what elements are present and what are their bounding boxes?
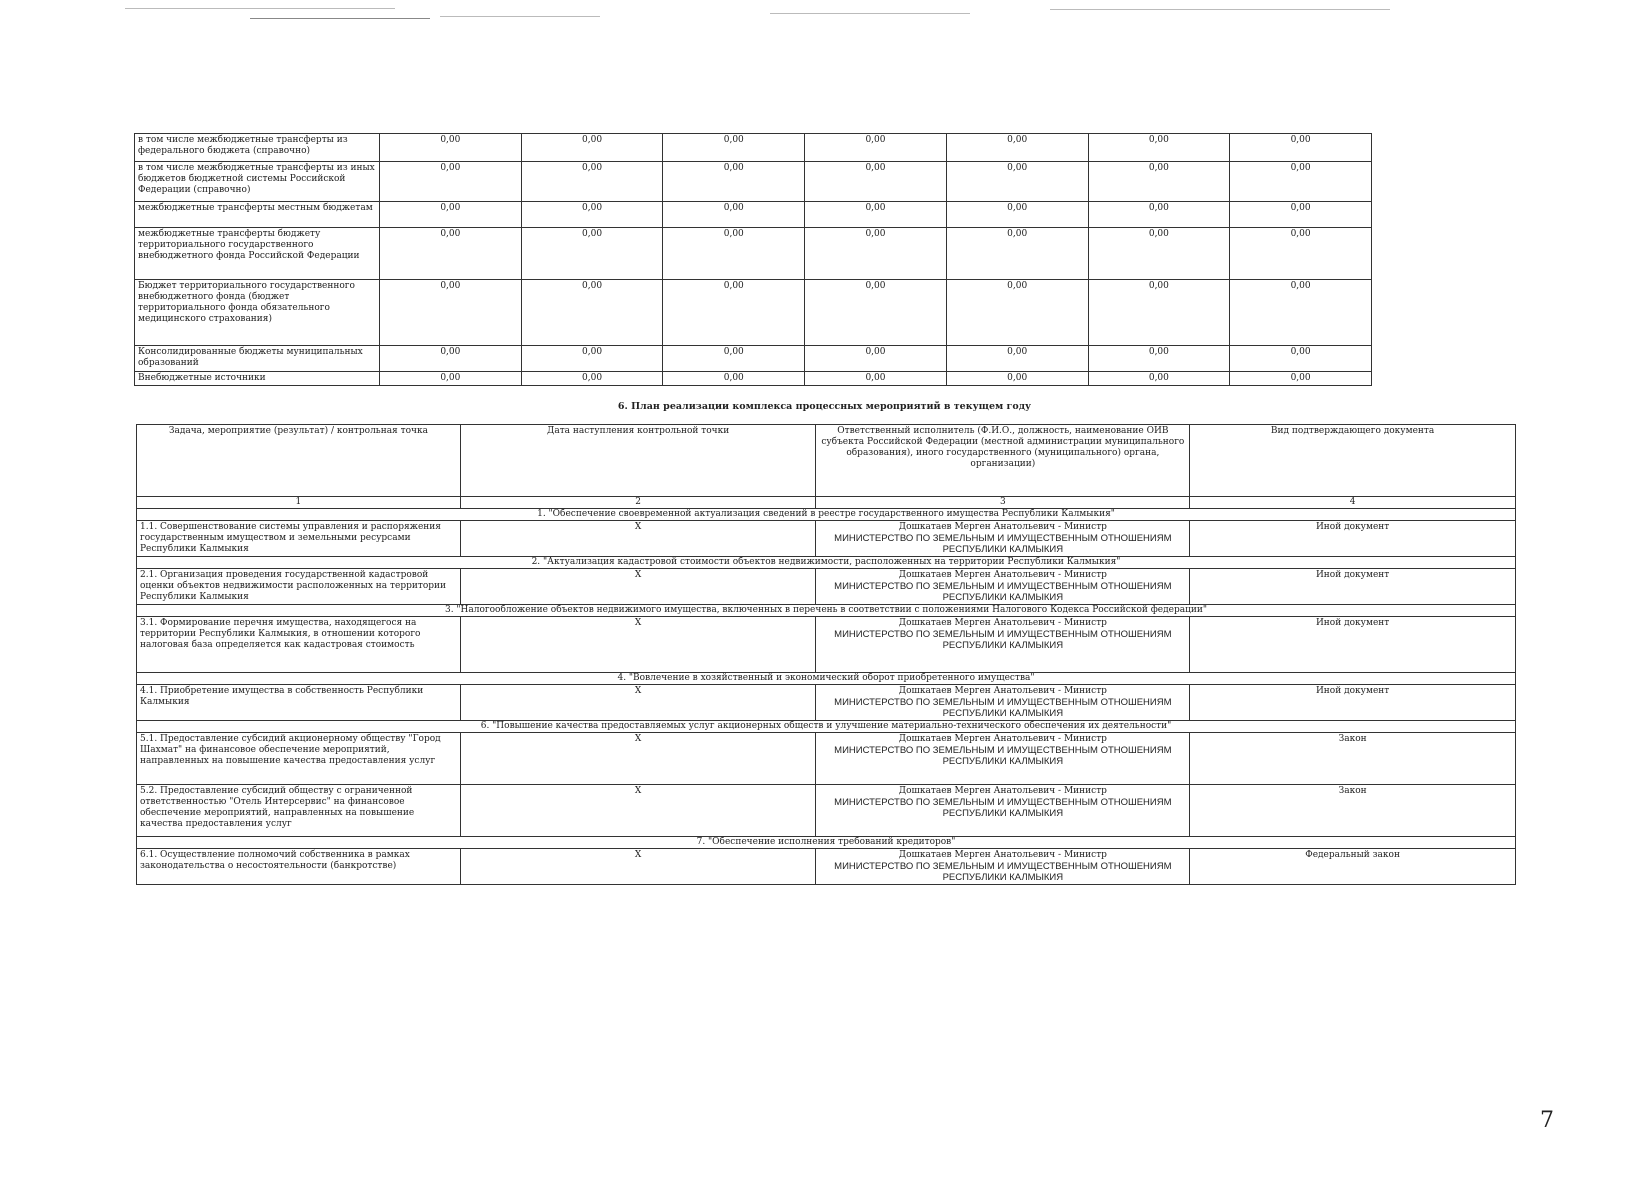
budget-row-label: Консолидированные бюджеты муниципальных образований xyxy=(135,346,380,372)
executor-person: Дошкатаев Мерген Анатольевич - Министр xyxy=(898,570,1107,580)
section-title: 6. План реализации комплекса процессных мероприятий в текущем году xyxy=(617,401,1032,412)
budget-row-label: Внебюджетные источники xyxy=(135,372,380,386)
executor-organization: МИНИСТЕРСТВО ПО ЗЕМЕЛЬНЫМ И ИМУЩЕСТВЕННЫМ ОТНОШЕНИЯМ РЕСПУБЛИКИ КАЛМЫКИЯ xyxy=(834,745,1172,767)
header-date: Дата наступления контрольной точки xyxy=(460,425,816,497)
plan-item-row xyxy=(137,849,1516,885)
plan-executor xyxy=(816,521,1190,557)
budget-row xyxy=(135,280,1372,346)
budget-value: 0,00 xyxy=(1230,346,1372,372)
budget-value: 0,00 xyxy=(521,228,663,280)
plan-executor xyxy=(816,733,1190,785)
budget-value: 0,00 xyxy=(1230,280,1372,346)
plan-date: X xyxy=(460,569,816,605)
plan-date: X xyxy=(460,733,816,785)
budget-row-label: в том числе межбюджетные трансферты из иных бюджетов бюджетной системы Российской Федерации (справочно) xyxy=(135,162,380,202)
budget-value: 0,00 xyxy=(380,134,522,162)
column-number: 2 xyxy=(460,497,816,509)
plan-executor xyxy=(816,685,1190,721)
executor-person: Дошкатаев Мерген Анатольевич - Министр xyxy=(898,522,1107,532)
budget-value: 0,00 xyxy=(1088,280,1230,346)
plan-document-type: Закон xyxy=(1190,785,1516,837)
executor-person: Дошкатаев Мерген Анатольевич - Министр xyxy=(898,618,1107,628)
budget-value: 0,00 xyxy=(805,202,947,228)
plan-executor xyxy=(816,617,1190,673)
stage-title: 4. "Вовлечение в хозяйственный и экономический оборот приобретенного имущества" xyxy=(137,673,1516,685)
stage-title: 3. "Налогообложение объектов недвижимого имущества, включенных в перечень в соответствии с положениями Налогового Кодекса Российской федерации" xyxy=(137,605,1516,617)
plan-date: X xyxy=(460,617,816,673)
budget-value: 0,00 xyxy=(380,346,522,372)
budget-value: 0,00 xyxy=(521,346,663,372)
budget-row-label: межбюджетные трансферты местным бюджетам xyxy=(135,202,380,228)
budget-value: 0,00 xyxy=(380,280,522,346)
plan-task: 5.2. Предоставление субсидий обществу с ограниченной ответственностью "Отель Интерсервис" на финансовое обеспечение мероприятий, направленных на повышение качества предоставления услуг xyxy=(137,785,461,837)
budget-value: 0,00 xyxy=(805,162,947,202)
plan-item-row xyxy=(137,685,1516,721)
executor-person: Дошкатаев Мерген Анатольевич - Министр xyxy=(898,786,1107,796)
header-document: Вид подтверждающего документа xyxy=(1190,425,1516,497)
budget-value: 0,00 xyxy=(1088,134,1230,162)
budget-value: 0,00 xyxy=(946,134,1088,162)
budget-value: 0,00 xyxy=(1088,372,1230,386)
budget-value: 0,00 xyxy=(1088,162,1230,202)
executor-person: Дошкатаев Мерген Анатольевич - Министр xyxy=(898,850,1107,860)
stage-row xyxy=(137,509,1516,521)
plan-document-type: Иной документ xyxy=(1190,617,1516,673)
column-number-row xyxy=(137,497,1516,509)
plan-table xyxy=(136,424,1516,885)
budget-value: 0,00 xyxy=(663,280,805,346)
scan-artifact xyxy=(440,16,600,17)
budget-value: 0,00 xyxy=(1230,372,1372,386)
stage-row xyxy=(137,721,1516,733)
plan-task: 5.1. Предоставление субсидий акционерному обществу "Город Шахмат" на финансовое обеспечение мероприятий, направленных на повышение качества предоставления услуг xyxy=(137,733,461,785)
plan-task: 2.1. Организация проведения государственной кадастровой оценки объектов недвижимости расположенных на территории Республики Калмыкия xyxy=(137,569,461,605)
budget-value: 0,00 xyxy=(1230,202,1372,228)
budget-value: 0,00 xyxy=(1088,346,1230,372)
stage-title: 1. "Обеспечение своевременной актуализация сведений в реестре государственного имущества Республики Калмыкия" xyxy=(137,509,1516,521)
budget-row xyxy=(135,372,1372,386)
budget-row xyxy=(135,162,1372,202)
budget-value: 0,00 xyxy=(1088,228,1230,280)
budget-value: 0,00 xyxy=(380,202,522,228)
plan-item-row xyxy=(137,617,1516,673)
scan-artifact xyxy=(770,13,970,14)
plan-document-type: Иной документ xyxy=(1190,685,1516,721)
budget-value: 0,00 xyxy=(663,202,805,228)
plan-date: X xyxy=(460,521,816,557)
stage-row xyxy=(137,837,1516,849)
plan-task: 6.1. Осуществление полномочий собственника в рамках законодательства о несостоятельности (банкротстве) xyxy=(137,849,461,885)
budget-value: 0,00 xyxy=(380,228,522,280)
header-executor: Ответственный исполнитель (Ф.И.О., должность, наименование ОИВ субъекта Российской Федерации (местной администрации муниципального образования), иного государственного (муниципального) органа, организации) xyxy=(816,425,1190,497)
page-number: 7 xyxy=(1540,1108,1554,1133)
executor-organization: МИНИСТЕРСТВО ПО ЗЕМЕЛЬНЫМ И ИМУЩЕСТВЕННЫМ ОТНОШЕНИЯМ РЕСПУБЛИКИ КАЛМЫКИЯ xyxy=(834,797,1172,819)
column-number: 3 xyxy=(816,497,1190,509)
budget-value: 0,00 xyxy=(663,372,805,386)
budget-value: 0,00 xyxy=(1230,162,1372,202)
budget-row xyxy=(135,228,1372,280)
budget-value: 0,00 xyxy=(946,280,1088,346)
budget-value: 0,00 xyxy=(946,372,1088,386)
plan-task: 1.1. Совершенствование системы управления и распоряжения государственным имуществом и земельными ресурсами Республики Калмыкия xyxy=(137,521,461,557)
budget-value: 0,00 xyxy=(380,162,522,202)
budget-row xyxy=(135,346,1372,372)
plan-item-row xyxy=(137,521,1516,557)
budget-value: 0,00 xyxy=(805,346,947,372)
budget-value: 0,00 xyxy=(521,372,663,386)
plan-item-row xyxy=(137,569,1516,605)
budget-value: 0,00 xyxy=(521,134,663,162)
budget-row-label: межбюджетные трансферты бюджету территориального государственного внебюджетного фонда Российской Федерации xyxy=(135,228,380,280)
executor-organization: МИНИСТЕРСТВО ПО ЗЕМЕЛЬНЫМ И ИМУЩЕСТВЕННЫМ ОТНОШЕНИЯМ РЕСПУБЛИКИ КАЛМЫКИЯ xyxy=(834,861,1172,883)
header-row xyxy=(137,425,1516,497)
column-number: 1 xyxy=(137,497,461,509)
budget-row-label: в том числе межбюджетные трансферты из федерального бюджета (справочно) xyxy=(135,134,380,162)
budget-value: 0,00 xyxy=(663,162,805,202)
scan-artifact xyxy=(125,8,395,9)
budget-value: 0,00 xyxy=(663,134,805,162)
budget-value: 0,00 xyxy=(1230,134,1372,162)
budget-value: 0,00 xyxy=(1230,228,1372,280)
plan-document-type: Федеральный закон xyxy=(1190,849,1516,885)
budget-value: 0,00 xyxy=(946,162,1088,202)
plan-document-type: Иной документ xyxy=(1190,521,1516,557)
column-number: 4 xyxy=(1190,497,1516,509)
scan-artifact xyxy=(1050,9,1390,10)
plan-executor xyxy=(816,785,1190,837)
stage-row xyxy=(137,557,1516,569)
header-task: Задача, мероприятие (результат) / контрольная точка xyxy=(137,425,461,497)
plan-document-type: Иной документ xyxy=(1190,569,1516,605)
plan-date: X xyxy=(460,849,816,885)
budget-value: 0,00 xyxy=(521,202,663,228)
stage-title: 2. "Актуализация кадастровой стоимости объектов недвижимости, расположенных на территории Республики Калмыкия" xyxy=(137,557,1516,569)
budget-value: 0,00 xyxy=(805,134,947,162)
budget-value: 0,00 xyxy=(521,162,663,202)
executor-organization: МИНИСТЕРСТВО ПО ЗЕМЕЛЬНЫМ И ИМУЩЕСТВЕННЫМ ОТНОШЕНИЯМ РЕСПУБЛИКИ КАЛМЫКИЯ xyxy=(834,697,1172,719)
plan-date: X xyxy=(460,685,816,721)
plan-executor xyxy=(816,849,1190,885)
plan-task: 3.1. Формирование перечня имущества, находящегося на территории Республики Калмыкия, в отношении которого налоговая база определяется как кадастровая стоимость xyxy=(137,617,461,673)
budget-value: 0,00 xyxy=(805,372,947,386)
stage-row xyxy=(137,673,1516,685)
scan-artifact xyxy=(250,18,430,19)
stage-title: 7. "Обеспечение исполнения требований кредиторов" xyxy=(137,837,1516,849)
budget-value: 0,00 xyxy=(805,280,947,346)
budget-value: 0,00 xyxy=(805,228,947,280)
budget-table xyxy=(134,133,1372,386)
budget-value: 0,00 xyxy=(663,346,805,372)
budget-value: 0,00 xyxy=(946,346,1088,372)
budget-value: 0,00 xyxy=(380,372,522,386)
plan-item-row xyxy=(137,733,1516,785)
budget-row xyxy=(135,134,1372,162)
budget-value: 0,00 xyxy=(663,228,805,280)
executor-person: Дошкатаев Мерген Анатольевич - Министр xyxy=(898,734,1107,744)
budget-value: 0,00 xyxy=(946,228,1088,280)
executor-organization: МИНИСТЕРСТВО ПО ЗЕМЕЛЬНЫМ И ИМУЩЕСТВЕННЫМ ОТНОШЕНИЯМ РЕСПУБЛИКИ КАЛМЫКИЯ xyxy=(834,629,1172,651)
budget-row-label: Бюджет территориального государственного внебюджетного фонда (бюджет территориального фонда обязательного медицинского страхования) xyxy=(135,280,380,346)
budget-value: 0,00 xyxy=(1088,202,1230,228)
budget-value: 0,00 xyxy=(946,202,1088,228)
stage-title: 6. "Повышение качества предоставляемых услуг акционерных обществ и улучшение материально-технического обеспечения их деятельности" xyxy=(137,721,1516,733)
budget-row xyxy=(135,202,1372,228)
plan-document-type: Закон xyxy=(1190,733,1516,785)
executor-organization: МИНИСТЕРСТВО ПО ЗЕМЕЛЬНЫМ И ИМУЩЕСТВЕННЫМ ОТНОШЕНИЯМ РЕСПУБЛИКИ КАЛМЫКИЯ xyxy=(834,533,1172,555)
budget-value: 0,00 xyxy=(521,280,663,346)
executor-person: Дошкатаев Мерген Анатольевич - Министр xyxy=(898,686,1107,696)
plan-task: 4.1. Приобретение имущества в собственность Республики Калмыкия xyxy=(137,685,461,721)
plan-item-row xyxy=(137,785,1516,837)
plan-date: X xyxy=(460,785,816,837)
stage-row xyxy=(137,605,1516,617)
executor-organization: МИНИСТЕРСТВО ПО ЗЕМЕЛЬНЫМ И ИМУЩЕСТВЕННЫМ ОТНОШЕНИЯМ РЕСПУБЛИКИ КАЛМЫКИЯ xyxy=(834,581,1172,603)
plan-executor xyxy=(816,569,1190,605)
